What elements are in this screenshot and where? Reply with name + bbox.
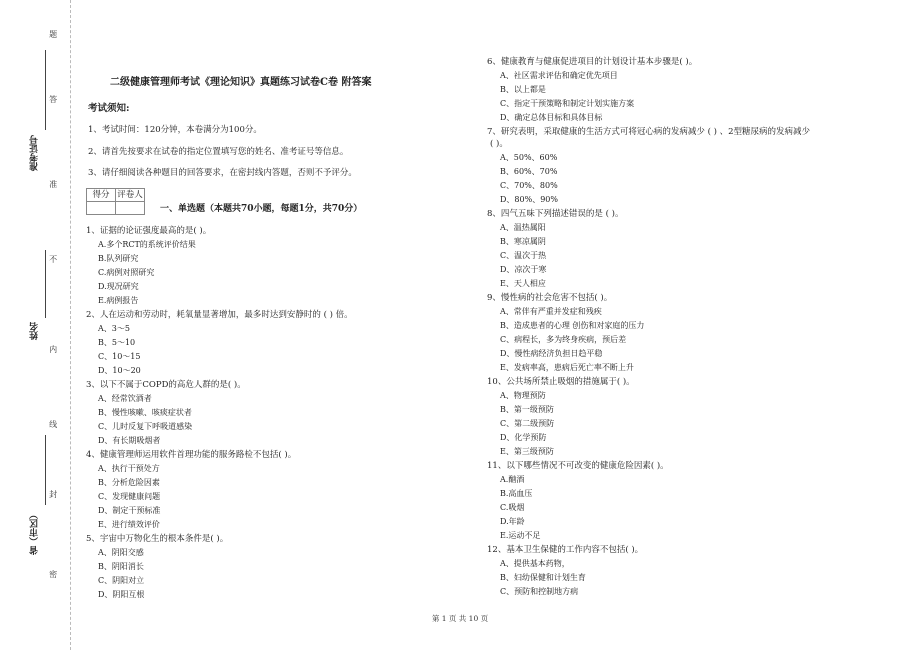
province-field[interactable] (45, 435, 46, 505)
grader-cell[interactable] (116, 202, 145, 215)
option[interactable]: B、慢性咳嗽、咳痰症状者 (98, 408, 192, 417)
option[interactable]: A、物理预防 (500, 391, 546, 400)
option[interactable]: D.年龄 (500, 517, 525, 526)
option[interactable]: C、指定干预策略和制定计划实施方案 (500, 99, 635, 108)
option[interactable]: A、3～5 (98, 324, 130, 333)
option[interactable]: B、妇幼保健和计划生育 (500, 573, 586, 582)
binding-margin (0, 0, 75, 650)
question: 8、四气五味下列描述错误的是 ( )。 (487, 209, 624, 219)
option[interactable]: D、慢性病经济负担日趋平稳 (500, 349, 603, 358)
page-title: 二级健康管理师考试《理论知识》真题练习试卷C卷 附答案 (110, 77, 372, 88)
option[interactable]: B、5～10 (98, 338, 136, 347)
section-heading: 一、单选题（本题共70小题，每题1分，共70分） (160, 204, 363, 214)
option[interactable]: D.现况研究 (98, 282, 139, 291)
page-footer: 第 1 页 共 10 页 (431, 614, 489, 623)
option[interactable]: D、制定干预标准 (98, 506, 161, 515)
option[interactable]: C.病例对照研究 (98, 268, 155, 277)
notice-heading: 考试须知: (88, 103, 130, 114)
name-field[interactable] (45, 250, 46, 318)
option[interactable]: B、阴阳消长 (98, 562, 144, 571)
option[interactable]: E、发病率高，患病后死亡率不断上升 (500, 363, 634, 372)
option[interactable]: C、病程长，多为终身疾病，预后差 (500, 335, 627, 344)
seal-char: 答 (48, 95, 58, 103)
exam-id-field[interactable] (45, 50, 46, 130)
question: 11、以下哪些情况不可改变的健康危险因素( )。 (487, 461, 669, 471)
option[interactable]: B、造成患者的心理 创伤和对家庭的压力 (500, 321, 645, 330)
province-label: 省（市区） (30, 510, 40, 555)
question: 9、慢性病的社会危害不包括( )。 (487, 293, 613, 303)
option[interactable]: E、第三级预防 (500, 447, 554, 456)
seal-char: 题 (48, 30, 58, 38)
option[interactable]: E.病例报告 (98, 296, 139, 305)
option[interactable]: C、阴阳对立 (98, 576, 145, 585)
option[interactable]: A、50%、60% (500, 153, 558, 162)
option[interactable]: A、常伴有严重并发症和残疾 (500, 307, 602, 316)
seal-char: 封 (48, 490, 58, 498)
notice-item: 2、请首先按要求在试卷的指定位置填写您的姓名、准考证号等信息。 (88, 147, 349, 157)
option[interactable]: D、化学预防 (500, 433, 547, 442)
option[interactable]: C、儿时反复下呼吸道感染 (98, 422, 193, 431)
option[interactable]: A、社区需求评估和确定优先项目 (500, 71, 618, 80)
seal-char: 不 (48, 255, 58, 263)
notice-item: 3、请仔细阅读各种题目的回答要求，在密封线内答题，否则不予评分。 (88, 168, 357, 178)
seal-char: 线 (48, 420, 58, 428)
question: 12、基本卫生保健的工作内容不包括( )。 (487, 545, 644, 555)
score-cell[interactable] (87, 202, 116, 215)
option[interactable]: D、10～20 (98, 366, 141, 375)
option[interactable]: D、有长期吸烟者 (98, 436, 161, 445)
option[interactable]: A、执行干预处方 (98, 464, 160, 473)
question-continued: ( )。 (490, 139, 508, 149)
option[interactable]: B、分析危险因素 (98, 478, 160, 487)
name-label: 姓名 (30, 322, 40, 340)
option[interactable]: C、发现健康问题 (98, 492, 161, 501)
option[interactable]: D、80%、90% (500, 195, 558, 204)
question: 4、健康管理师运用软件首理功能的服务路检不包括( )。 (86, 450, 297, 460)
question: 2、人在运动和劳动时，耗氧量显著增加，最多时达到安静时的 ( ) 倍。 (86, 310, 353, 320)
score-label: 得分 (87, 189, 116, 202)
score-box (86, 188, 145, 215)
question: 7、研究表明，采取健康的生活方式可将冠心病的发病减少 ( ) 、2型糖尿病的发病减少 (487, 127, 811, 137)
question: 6、健康教育与健康促进项目的计划设计基本步骤是( )。 (487, 57, 698, 67)
exam-id-label: 准考证号 (30, 135, 40, 171)
grader-label: 评卷人 (117, 189, 143, 200)
option[interactable]: B、第一级预防 (500, 405, 554, 414)
question: 10、公共场所禁止吸烟的措施属于( )。 (487, 377, 635, 387)
option[interactable]: A.酗酒 (500, 475, 525, 484)
option[interactable]: C、第二级预防 (500, 419, 555, 428)
option[interactable]: A、提供基本药物， (500, 559, 570, 568)
option[interactable]: C、10～15 (98, 352, 141, 361)
option[interactable]: B、以上都是 (500, 85, 546, 94)
option[interactable]: E、进行绩效评价 (98, 520, 160, 529)
option[interactable]: B.高血压 (500, 489, 533, 498)
question: 5、宇宙中万物化生的根本条件是( )。 (86, 534, 229, 544)
option[interactable]: B、60%、70% (500, 167, 558, 176)
option[interactable]: A、经常饮酒者 (98, 394, 152, 403)
option[interactable]: B.队列研究 (98, 254, 139, 263)
notice-item: 1、考试时间：120分钟，本卷满分为100分。 (88, 125, 262, 135)
option[interactable]: B、寒凉属阴 (500, 237, 546, 246)
question: 3、以下不属于COPD的高危人群的是( )。 (86, 380, 246, 390)
seal-line (70, 0, 71, 650)
option[interactable]: A.多个RCT的系统评价结果 (98, 240, 196, 249)
option[interactable]: D、阴阳互根 (98, 590, 145, 599)
option[interactable]: C.吸烟 (500, 503, 525, 512)
option[interactable]: E.运动不足 (500, 531, 541, 540)
option[interactable]: E、天人相应 (500, 279, 546, 288)
option[interactable]: C、70%、80% (500, 181, 558, 190)
question: 1、证据的论证强度最高的是( )。 (86, 226, 212, 236)
option[interactable]: A、阴阳交感 (98, 548, 144, 557)
option[interactable]: D、凉次于寒 (500, 265, 547, 274)
seal-char: 密 (48, 570, 58, 578)
seal-char: 内 (48, 345, 58, 353)
option[interactable]: C、温次于热 (500, 251, 547, 260)
seal-char: 准 (48, 180, 58, 188)
option[interactable]: C、预防和控制地方病 (500, 587, 579, 596)
option[interactable]: A、温热属阳 (500, 223, 546, 232)
option[interactable]: D、确定总体目标和具体目标 (500, 113, 603, 122)
